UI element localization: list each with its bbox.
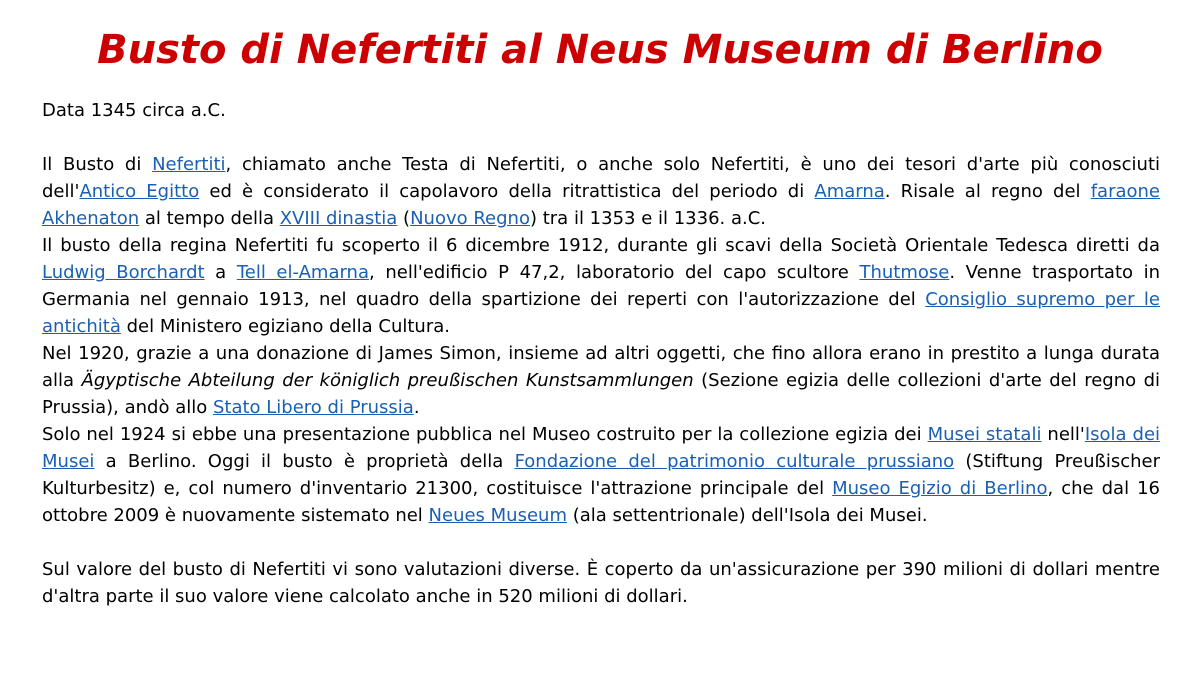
link-nefertiti[interactable]: Nefertiti	[152, 154, 226, 175]
text-span: del Ministero egiziano della Cultura.	[120, 316, 450, 337]
text-span: (	[397, 208, 411, 229]
link-antico-egitto[interactable]: Antico Egitto	[79, 181, 200, 202]
link-neues-museum[interactable]: Neues Museum	[428, 505, 567, 526]
link-isola-dei-musei[interactable]: Isola dei Musei	[42, 424, 1161, 472]
link-consiglio-supremo[interactable]: Consiglio supremo per le antichità	[42, 289, 1160, 337]
paragraph-discovery	[42, 232, 1160, 340]
paragraph-donation	[42, 340, 1160, 421]
italic-title: Ägyptische Abteilung der königlich preußischen Kunstsammlungen	[81, 370, 694, 391]
link-tell-el-amarna[interactable]: Tell el-Amarna	[236, 262, 370, 283]
text-span: (Sezione egizia delle collezioni d'arte del regno di Prussia), andò allo	[42, 370, 1161, 418]
paragraph-gap	[42, 124, 1160, 151]
link-nuovo-regno[interactable]: Nuovo Regno	[410, 208, 530, 229]
text-span: . Venne trasportato in Germania nel gennaio 1913, nel quadro della spartizione dei reperti con l'autorizzazione del	[42, 262, 1161, 310]
text-span: , chiamato anche Testa di Nefertiti, o anche solo Nefertiti, è uno dei tesori d'arte più conosciuti dell'	[42, 154, 1161, 202]
text-span: ed è considerato il capolavoro della ritrattistica del periodo di	[199, 181, 815, 202]
text-span: . Risale al regno del	[884, 181, 1091, 202]
article-body	[42, 97, 1160, 610]
link-akhenaton[interactable]: Akhenaton	[42, 208, 140, 229]
text-span: a Berlino. Oggi il busto è proprietà della	[94, 451, 515, 472]
text-span: .	[413, 397, 420, 418]
text-span: Il Busto di	[42, 154, 153, 175]
link-faraone[interactable]: faraone	[1090, 181, 1160, 202]
text-span: al tempo della	[139, 208, 280, 229]
text-span: , che dal 16 ottobre 2009 è nuovamente sistemato nel	[42, 478, 1160, 526]
paragraph-gap	[42, 529, 1160, 556]
paragraph-intro	[42, 151, 1160, 232]
link-stato-libero-prussia[interactable]: Stato Libero di Prussia	[212, 397, 414, 418]
text-span: a	[204, 262, 237, 283]
text-span: (ala settentrionale) dell'Isola dei Musei.	[567, 505, 928, 526]
paragraph-exhibition	[42, 421, 1160, 529]
text-span: nell'	[1041, 424, 1085, 445]
link-ludwig-borchardt[interactable]: Ludwig Borchardt	[42, 262, 205, 283]
date-line: Data 1345 circa a.C.	[42, 100, 226, 121]
text-span: Il busto della regina Nefertiti fu scoperto il 6 dicembre 1912, durante gli scavi della Società Orientale Tedesca diretti da	[42, 235, 1160, 256]
text-span: ) tra il 1353 e il 1336. a.C.	[529, 208, 767, 229]
page-title: Busto di Nefertiti al Neus Museum di Berlino	[97, 27, 1103, 73]
link-amarna[interactable]: Amarna	[814, 181, 885, 202]
link-xviii-dinastia[interactable]: XVIII dinastia	[279, 208, 398, 229]
text-span: (Stiftung Preußischer Kulturbesitz) e, col numero d'inventario 21300, costituisce l'attrazione principale del	[42, 451, 1160, 499]
link-musei-statali[interactable]: Musei statali	[927, 424, 1042, 445]
paragraph-value: Sul valore del busto di Nefertiti vi sono valutazioni diverse. È coperto da un'assicurazione per 390 milioni di dollari mentre d'altra parte il suo valore viene calcolato anche in 520 milioni di dollari.	[42, 559, 1160, 607]
link-museo-egizio-berlino[interactable]: Museo Egizio di Berlino	[832, 478, 1048, 499]
link-thutmose[interactable]: Thutmose	[859, 262, 950, 283]
text-span: , nell'edificio P 47,2, laboratorio del capo scultore	[369, 262, 860, 283]
text-span: Nel 1920, grazie a una donazione di James Simon, insieme ad altri oggetti, che fino allora erano in prestito a lunga durata alla	[42, 343, 1160, 391]
text-span: Solo nel 1924 si ebbe una presentazione pubblica nel Museo costruito per la collezione egizia dei	[42, 424, 928, 445]
link-fondazione-patrimonio[interactable]: Fondazione del patrimonio culturale prussiano	[514, 451, 955, 472]
